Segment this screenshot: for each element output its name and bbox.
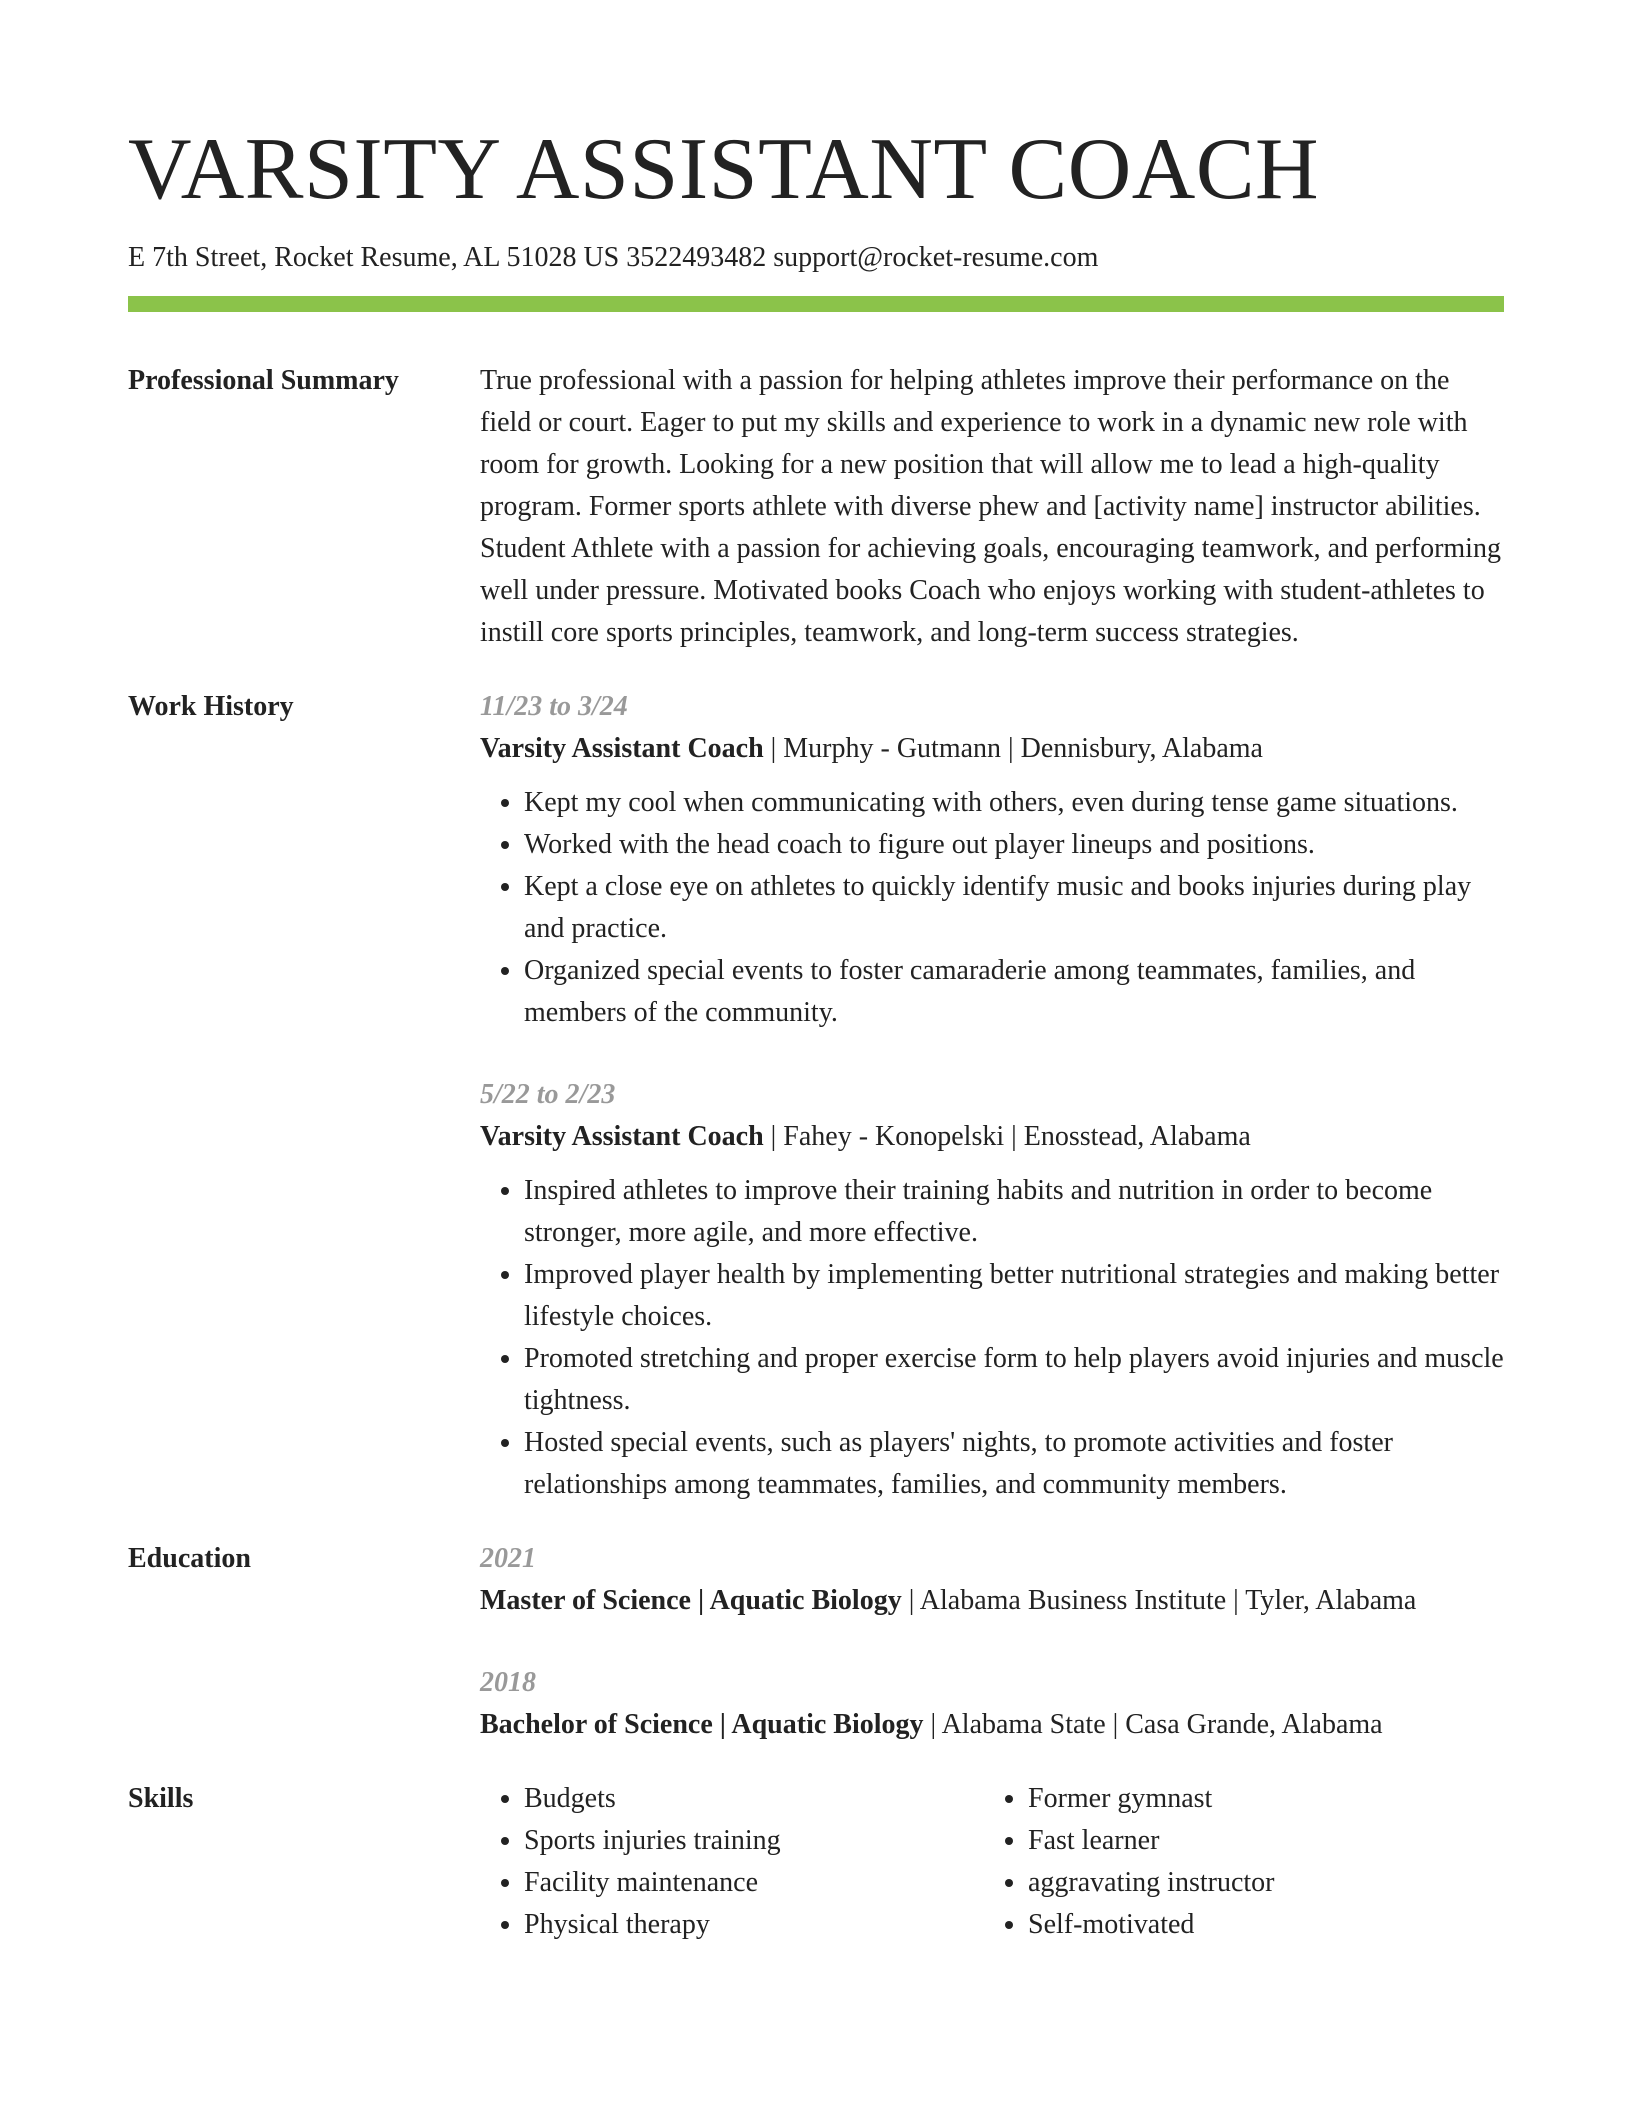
work-entry-date: 5/22 to 2/23 (480, 1079, 616, 1110)
education-entry-title (480, 1704, 1504, 1746)
skill-item: • Self-motivated (1028, 1904, 1488, 1946)
skill-item: • Sports injuries training (524, 1820, 984, 1862)
job-details: | Murphy - Gutmann | Dennisbury, Alabama (763, 733, 1263, 764)
list-item: • Inspired athletes to improve their training habits and nutrition in order to become stronger, more agile, and more effective. (524, 1170, 1504, 1254)
degree: Master of Science | Aquatic Biology (480, 1585, 902, 1616)
work-history-section (128, 686, 1504, 1506)
work-entry-bullets (480, 782, 1504, 1034)
summary-section (128, 360, 1504, 654)
summary-text: True professional with a passion for helping athletes improve their performance on the field or court. Eager to put my skills and experience to work in a dynamic new role with room for growth. Looking for a new position that will allow me to lead a high-quality program. Former sports athlete with diverse phew and [activity name] instructor abilities. Student Athlete with a passion for achieving goals, encouraging teamwork, and performing well under pressure. Motivated books Coach who enjoys working with student-athletes to instill core sports principles, teamwork, and long-term success strategies. (480, 365, 1501, 648)
education-entry-date: 2018 (480, 1667, 536, 1698)
work-history-heading: Work History (128, 691, 294, 722)
skill-item: • Former gymnast (1028, 1778, 1488, 1820)
list-item: • Promoted stretching and proper exercise form to help players avoid injuries and muscle tightness. (524, 1338, 1504, 1422)
education-entry (480, 1538, 1504, 1622)
resume-name: VARSITY ASSISTANT COACH (128, 121, 1320, 218)
contact-line: E 7th Street, Rocket Resume, AL 51028 US 3522493482 support@rocket-resume.com (128, 242, 1099, 273)
work-entry-date: 11/23 to 3/24 (480, 691, 628, 722)
work-entry-bullets (480, 1170, 1504, 1506)
header-divider (128, 296, 1504, 312)
skills-grid (480, 1778, 1504, 1946)
school-details: | Alabama State | Casa Grande, Alabama (923, 1709, 1383, 1740)
job-details: | Fahey - Konopelski | Enosstead, Alabama (763, 1121, 1251, 1152)
skill-item: • Budgets (524, 1778, 984, 1820)
list-item: • Kept a close eye on athletes to quickly identify music and books injuries during play and practice. (524, 866, 1504, 950)
education-entry-title (480, 1580, 1504, 1622)
job-title: Varsity Assistant Coach (480, 733, 764, 764)
summary-heading: Professional Summary (128, 365, 399, 396)
skill-item: • Physical therapy (524, 1904, 984, 1946)
work-entry-title (480, 1116, 1504, 1158)
education-entry-date: 2021 (480, 1543, 536, 1574)
skill-item: • aggravating instructor (1028, 1862, 1488, 1904)
skills-heading: Skills (128, 1783, 194, 1814)
job-title: Varsity Assistant Coach (480, 1121, 764, 1152)
education-entry (480, 1662, 1504, 1746)
list-item: • Improved player health by implementing better nutritional strategies and making better lifestyle choices. (524, 1254, 1504, 1338)
skill-item: • Fast learner (1028, 1820, 1488, 1862)
work-entry (480, 686, 1504, 1034)
work-entry-title (480, 728, 1504, 770)
list-item: • Hosted special events, such as players' nights, to promote activities and foster relationships among teammates, families, and community members. (524, 1422, 1504, 1506)
list-item: • Kept my cool when communicating with others, even during tense game situations. (524, 782, 1504, 824)
degree: Bachelor of Science | Aquatic Biology (480, 1709, 924, 1740)
skill-item: • Facility maintenance (524, 1862, 984, 1904)
list-item: • Worked with the head coach to figure out player lineups and positions. (524, 824, 1504, 866)
skills-column-2 (984, 1778, 1488, 1946)
school-details: | Alabama Business Institute | Tyler, Alabama (901, 1585, 1417, 1616)
skills-section (128, 1778, 1504, 1946)
work-entry (480, 1074, 1504, 1506)
list-item: • Organized special events to foster camaraderie among teammates, families, and members of the community. (524, 950, 1504, 1034)
education-section (128, 1538, 1504, 1746)
education-heading: Education (128, 1543, 251, 1574)
skills-column-1 (480, 1778, 984, 1946)
